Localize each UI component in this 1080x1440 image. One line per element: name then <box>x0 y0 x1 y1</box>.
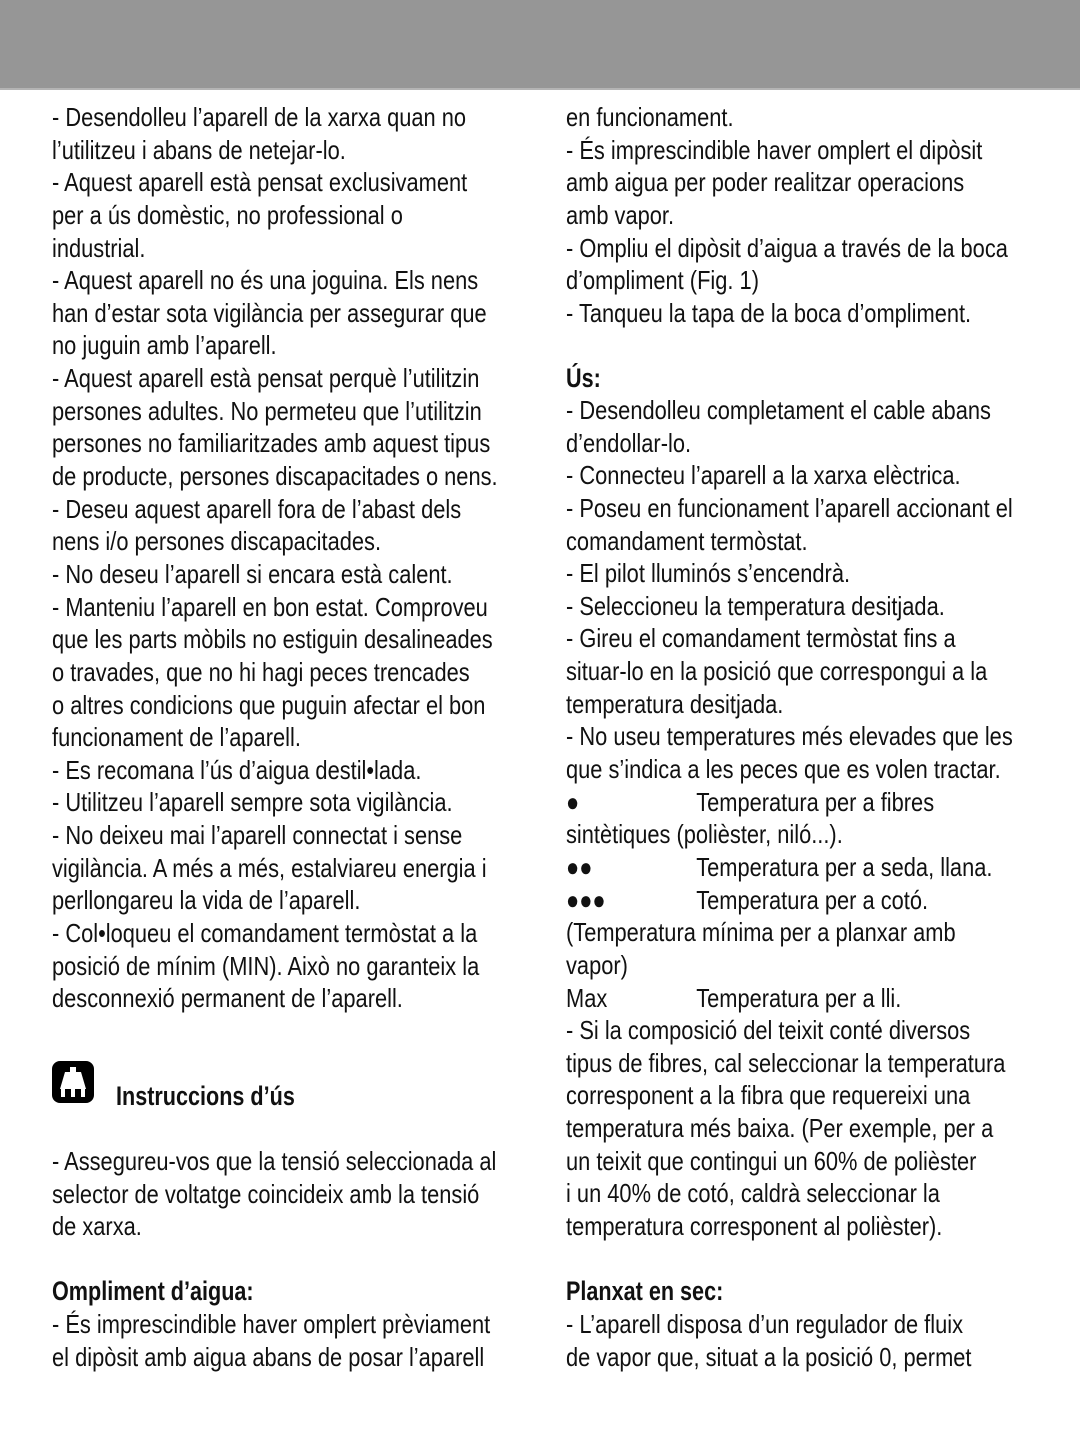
text-line: sintètiques (polièster, niló...). <box>566 819 843 850</box>
text-line: i un 40% de cotó, caldrà seleccionar la <box>566 1178 940 1209</box>
text-line: de vapor que, situat a la posició 0, permet <box>566 1341 972 1372</box>
text-line: - No deseu l’aparell si encara està calent. <box>52 558 453 589</box>
text-line: - Poseu en funcionament l’aparell accionant el <box>566 492 1013 523</box>
text-line: un teixit que contingui un 60% de polièster <box>566 1145 977 1176</box>
text-line: funcionament de l’aparell. <box>52 722 301 753</box>
text-line: corresponent a la fibra que requereixi una <box>566 1080 971 1111</box>
text-line: de producte, persones discapacitades o nens. <box>52 461 498 492</box>
text-line: - L’aparell disposa d’un regulador de fluix <box>566 1309 964 1339</box>
text-line: - És imprescindible haver omplert prèviament <box>52 1309 491 1339</box>
text-line: vigilància. A més a més, estalviareu energia i <box>52 852 487 883</box>
text-line: temperatura corresponent al polièster). <box>566 1211 943 1242</box>
text-line: - És imprescindible haver omplert el dipòsit <box>566 134 983 165</box>
water-fill-text <box>52 1308 574 1373</box>
text-line: d’endollar-lo. <box>566 427 692 458</box>
left-intro-text <box>52 101 582 1015</box>
text-line: - Ompliu el dipòsit d’aigua a través de la boca <box>566 232 1008 263</box>
text-line: industrial. <box>52 232 146 263</box>
temperature-label: Temperatura per a seda, llana. <box>696 851 993 882</box>
temperature-label: Temperatura per a fibres <box>696 786 935 817</box>
temperature-marker: Max <box>566 982 608 1013</box>
dry-ironing-text <box>566 1308 1049 1373</box>
text-line: no juguin amb l’aparell. <box>52 330 277 361</box>
text-line: - Tanqueu la tapa de la boca d’ompliment. <box>566 297 972 328</box>
temperature-label: Temperatura per a cotó. <box>696 884 929 915</box>
text-line: - Es recomana l’ús d’aigua destil•lada. <box>52 754 422 785</box>
plug-icon <box>52 1061 94 1103</box>
text-line: - Manteniu l’aparell en bon estat. Comproveu <box>52 591 488 622</box>
temperature-marker: ●● <box>566 851 593 882</box>
text-line: - Col•loqueu el comandament termòstat a la <box>52 918 478 949</box>
text-line: - Deseu aquest aparell fora de l’abast dels <box>52 493 462 524</box>
text-line: - Aquest aparell no és una joguina. Els nens <box>52 265 479 296</box>
section-heading-water-fill: Ompliment d’aigua: <box>52 1276 254 1306</box>
temperature-marker: ●●● <box>566 884 606 915</box>
text-line: posició de mínim (MIN). Això no garanteix la <box>52 950 480 981</box>
text-line <box>566 851 1013 884</box>
temperature-label: Temperatura per a lli. <box>696 982 902 1013</box>
text-line: - Assegureu-vos que la tensió seleccionada al <box>52 1146 497 1176</box>
text-line: nens i/o persones discapacitades. <box>52 526 382 557</box>
text-line: (Temperatura mínima per a planxar amb <box>566 917 956 948</box>
page-header-bar <box>0 0 1080 90</box>
text-line: - Gireu el comandament termòstat fins a <box>566 623 956 654</box>
text-line: - El pilot lluminós s’encendrà. <box>566 558 851 589</box>
text-line <box>566 884 1013 917</box>
section-heading-dry-ironing: Planxat en sec: <box>566 1276 724 1306</box>
use-text <box>566 394 1080 1243</box>
text-line: tipus de fibres, cal seleccionar la temperatura <box>566 1047 1006 1078</box>
text-line: - Aquest aparell està pensat exclusivament <box>52 167 468 198</box>
text-line: - Connecteu l’aparell a la xarxa elèctrica. <box>566 460 961 491</box>
section-heading-instructions: Instruccions d’ús <box>116 1081 295 1111</box>
text-line: persones adultes. No permeteu que l’utilitzin <box>52 395 482 426</box>
section-heading-use: Ús: <box>566 363 601 393</box>
text-line: de xarxa. <box>52 1211 142 1242</box>
text-line: desconnexió permanent de l’aparell. <box>52 983 403 1014</box>
text-line <box>566 982 1013 1015</box>
text-line: comandament termòstat. <box>566 525 808 556</box>
text-line: - No useu temperatures més elevades que les <box>566 721 1013 752</box>
text-line: o altres condicions que puguin afectar el bon <box>52 689 486 720</box>
text-line: selector de voltatge coincideix amb la tensió <box>52 1178 480 1209</box>
text-line: que les parts mòbils no estiguin desalineades <box>52 624 493 655</box>
text-line: en funcionament. <box>566 102 734 132</box>
instructions-text <box>52 1145 581 1243</box>
right-top-text <box>566 101 1080 329</box>
text-line: l’utilitzeu i abans de netejar-lo. <box>52 134 346 165</box>
text-line: temperatura desitjada. <box>566 688 784 719</box>
text-line: o travades, que no hi hagi peces trencades <box>52 656 470 687</box>
text-line: - Desendolleu l’aparell de la xarxa quan no <box>52 102 467 132</box>
text-line: - Aquest aparell està pensat perquè l’utilitzin <box>52 363 480 394</box>
temperature-marker: ● <box>566 786 580 817</box>
text-line: temperatura més baixa. (Per exemple, per a <box>566 1113 994 1144</box>
text-line: - Si la composició del teixit conté diversos <box>566 1015 971 1046</box>
text-line: han d’estar sota vigilància per assegurar que <box>52 297 487 328</box>
text-line: que s’indica a les peces que es volen tractar. <box>566 754 1001 785</box>
text-line: el dipòsit amb aigua abans de posar l’aparell <box>52 1341 485 1372</box>
text-line: - Desendolleu completament el cable abans <box>566 395 991 425</box>
text-line: - Utilitzeu l’aparell sempre sota vigilància. <box>52 787 453 818</box>
text-line: persones no familiaritzades amb aquest tipus <box>52 428 491 459</box>
text-line: - No deixeu mai l’aparell connectat i sense <box>52 820 463 851</box>
text-line: amb vapor. <box>566 199 675 230</box>
text-line: - Seleccioneu la temperatura desitjada. <box>566 590 945 621</box>
text-line: situar-lo en la posició que correspongui a la <box>566 656 988 687</box>
text-line: amb aigua per poder realitzar operacions <box>566 167 965 198</box>
text-line: perllongareu la vida de l’aparell. <box>52 885 361 916</box>
text-line <box>566 786 1013 819</box>
text-line: d’ompliment (Fig. 1) <box>566 265 759 296</box>
text-line: per a ús domèstic, no professional o <box>52 199 403 230</box>
text-line: vapor) <box>566 949 628 980</box>
